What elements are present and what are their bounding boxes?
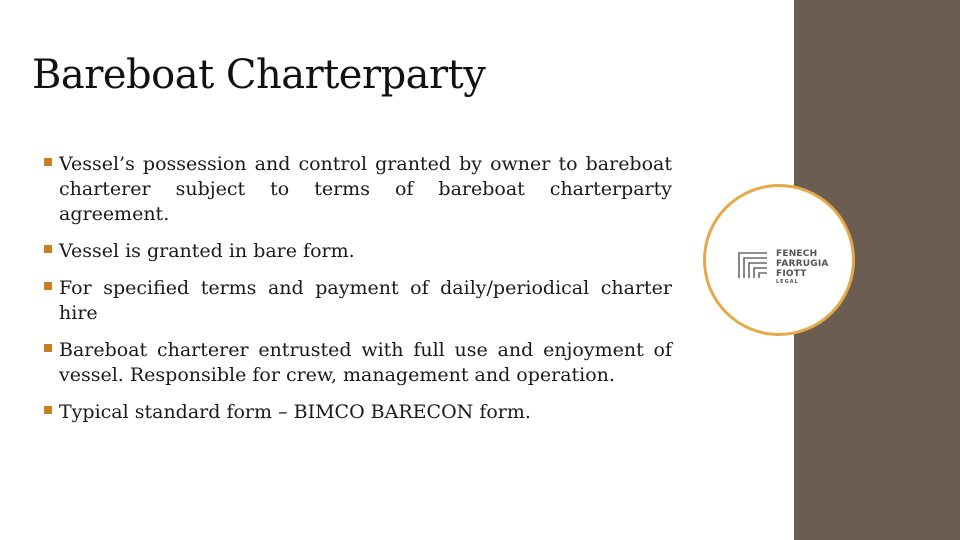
- logo-line: LEGAL: [776, 279, 799, 285]
- list-item: [44, 152, 672, 227]
- bullet-text: Vessel is granted in bare form.: [59, 240, 355, 262]
- logo-line: FARRUGIA: [776, 259, 829, 269]
- square-bullet-icon: [44, 282, 52, 290]
- logo-badge: [703, 184, 855, 336]
- logo-line: FIOTT: [776, 269, 807, 279]
- bullet-list: [44, 152, 672, 437]
- bullet-text: Bareboat charterer entrusted with full use and enjoyment of vessel. Responsible for crew, management and operation.: [59, 339, 672, 386]
- square-bullet-icon: [44, 245, 52, 253]
- list-item: [44, 276, 672, 326]
- square-bullet-icon: [44, 344, 52, 352]
- bullet-text: Typical standard form – BIMCO BARECON form.: [59, 401, 531, 423]
- square-bullet-icon: [44, 158, 52, 166]
- logo-line: FENECH: [776, 249, 818, 259]
- square-bullet-icon: [44, 406, 52, 414]
- ffs-logo-mark-icon: [738, 251, 768, 279]
- bullet-text: Vessel’s possession and control granted by owner to bareboat charterer subject to terms of bareboat charterparty agreement.: [59, 153, 672, 225]
- logo-wordmark: [776, 249, 829, 286]
- slide-title: Bareboat Charterparty: [32, 52, 486, 98]
- list-item: [44, 338, 672, 388]
- bullet-text: For specified terms and payment of daily/periodical charter hire: [59, 277, 672, 324]
- list-item: [44, 400, 672, 425]
- list-item: [44, 239, 672, 264]
